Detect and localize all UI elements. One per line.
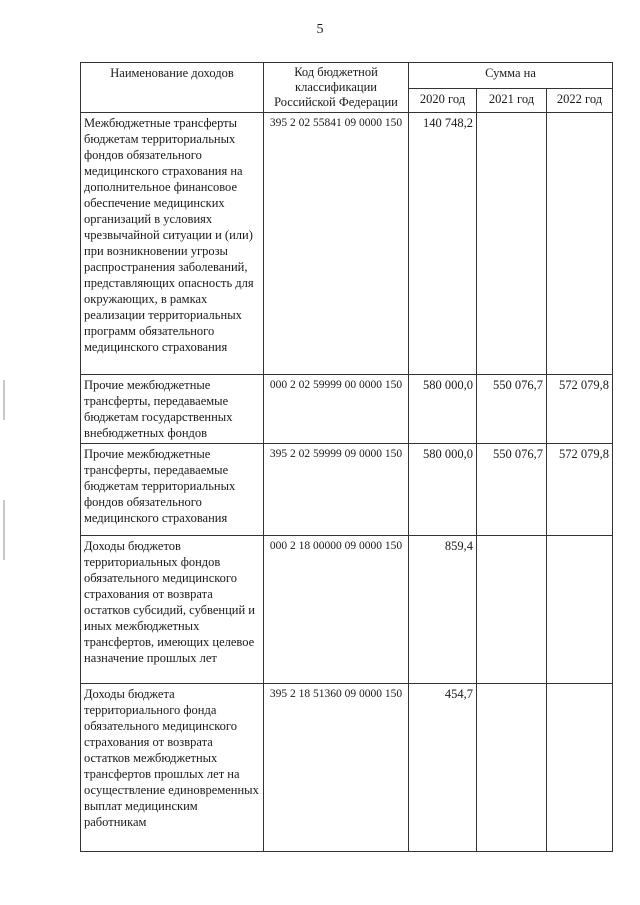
header-sum: Сумма на bbox=[409, 63, 613, 89]
income-name-cell: Межбюджетные трансферты бюджетам территориальных фондов обязательного медицинского страхования на дополнительное финансовое обеспечение медицинских организаций в условиях чрезвычайной ситуации и (или) при возникновении угрозы распространения заболеваний, представляющих опасность для окружающих, в рамках реализации территориальных программ обязательного медицинского страхования bbox=[81, 113, 264, 375]
header-income-name: Наименование доходов bbox=[81, 63, 264, 113]
amount-2020-cell: 580 000,0 bbox=[409, 375, 477, 444]
income-name-cell: Прочие межбюджетные трансферты, передаваемые бюджетам государственных внебюджетных фондов bbox=[81, 375, 264, 444]
budget-code-cell: 000 2 18 00000 09 0000 150 bbox=[264, 536, 409, 684]
amount-2022-cell bbox=[547, 684, 613, 852]
income-name-cell: Доходы бюджетов территориальных фондов обязательного медицинского страхования от возврата остатков субсидий, субвенций и иных межбюджетных трансфертов, имеющих целевое назначение прошлых лет bbox=[81, 536, 264, 684]
income-name-cell: Прочие межбюджетные трансферты, передаваемые бюджетам территориальных фондов обязательного медицинского страхования bbox=[81, 444, 264, 536]
budget-code-cell: 000 2 02 59999 00 0000 150 bbox=[264, 375, 409, 444]
revenue-table bbox=[80, 62, 613, 852]
header-year-2021: 2021 год bbox=[477, 89, 547, 113]
income-name-cell: Доходы бюджета территориального фонда обязательного медицинского страхования от возврата остатков межбюджетных трансфертов прошлых лет на осуществление единовременных выплат медицинским работникам bbox=[81, 684, 264, 852]
amount-2020-cell: 140 748,2 bbox=[409, 113, 477, 375]
amount-2021-cell bbox=[477, 113, 547, 375]
amount-2020-cell: 580 000,0 bbox=[409, 444, 477, 536]
table-row bbox=[81, 113, 613, 375]
amount-2022-cell bbox=[547, 536, 613, 684]
amount-2020-cell: 454,7 bbox=[409, 684, 477, 852]
amount-2022-cell: 572 079,8 bbox=[547, 375, 613, 444]
scan-edge-mark bbox=[3, 380, 5, 420]
table-row bbox=[81, 444, 613, 536]
amount-2021-cell: 550 076,7 bbox=[477, 375, 547, 444]
header-year-2022: 2022 год bbox=[547, 89, 613, 113]
budget-code-cell: 395 2 02 55841 09 0000 150 bbox=[264, 113, 409, 375]
page-number: 5 bbox=[316, 22, 324, 37]
amount-2022-cell: 572 079,8 bbox=[547, 444, 613, 536]
table-row bbox=[81, 536, 613, 684]
amount-2021-cell bbox=[477, 684, 547, 852]
amount-2021-cell bbox=[477, 536, 547, 684]
header-budget-code: Код бюджетной классификации Российской Федерации bbox=[264, 63, 409, 113]
amount-2021-cell: 550 076,7 bbox=[477, 444, 547, 536]
budget-code-cell: 395 2 02 59999 09 0000 150 bbox=[264, 444, 409, 536]
table-row bbox=[81, 684, 613, 852]
header-year-2020: 2020 год bbox=[409, 89, 477, 113]
budget-code-cell: 395 2 18 51360 09 0000 150 bbox=[264, 684, 409, 852]
amount-2020-cell: 859,4 bbox=[409, 536, 477, 684]
table-row bbox=[81, 375, 613, 444]
amount-2022-cell bbox=[547, 113, 613, 375]
scan-edge-mark bbox=[3, 500, 5, 560]
